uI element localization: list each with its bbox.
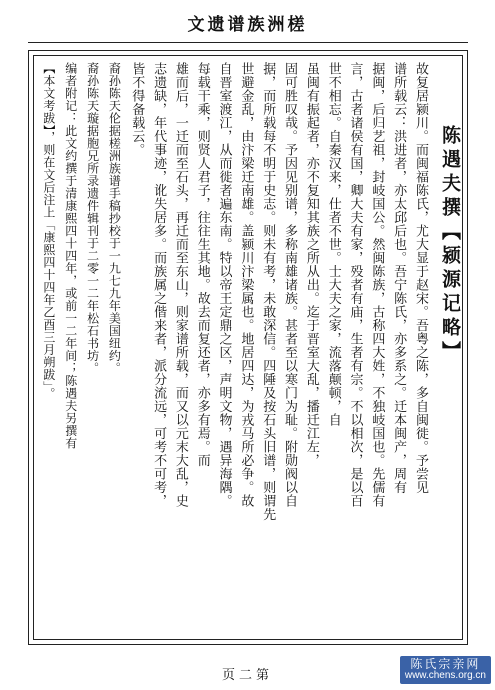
watermark-title: 陈氏宗亲网 (410, 657, 481, 671)
note-column: 裔孙陈天璇据胞兄所录遗件辑刊于二零一二年松石书坊。 (85, 62, 100, 375)
page-header-title: 文遗谱族洲槎 (187, 15, 308, 35)
site-watermark (400, 656, 491, 684)
text-column: 故复居颍川。而闽福陈氏，尤大显于赵宋。吾粤之陈，多自闽徙。予尝见 (413, 62, 428, 494)
header-rule (28, 42, 468, 43)
note-column: 裔孙陈天伦据槎洲族谱手稿抄校于一九七九年美国纽约。 (107, 62, 122, 375)
text-column: 志遗缺，年代事迹，讹失居多。而族属之偕来者，派分流远，可考不可考， (151, 62, 167, 508)
text-column: 皆不得备载云。 (129, 62, 145, 157)
text-column: 世避金乱，由汴梁迁南雄。盖颍川汴梁属也。地居四达，为戎马所必争。故 (238, 62, 254, 508)
text-column: 自晋室渡江，从而徙者遍东南。特以帝王定鼎之区，声明文物，遇异海隅。 (216, 62, 232, 508)
text-column: 谱所载云：洪进者，亦太邱后也。吾宁陈氏，亦多系之。迁本闽产，周有 (391, 62, 407, 494)
text-column: 据，而所载每不明于史志。则未有考，未敢深信。四陲及按石头旧谱，则谓先 (260, 62, 276, 521)
text-column: 言，古者诸侯有国，卿大夫有家，殁者有庙，生者有宗。不以相次，是以百 (347, 62, 363, 508)
author-name: 陈遇夫撰 (439, 125, 461, 221)
author-and-title (436, 125, 464, 520)
body-text (40, 62, 430, 632)
text-column: 据闽，后归艺祖，封岐国公。然闽陈族，古称四大姓，不独岐国也。先儒有 (369, 62, 385, 508)
text-column: 世不相忘。自秦汉来，仕者不世。士大夫之家，流落颠顿，自 (325, 62, 341, 427)
article-title: 颍源记略 (439, 245, 461, 341)
note-column: 编者附记：此文约撰于清康熙四十四年，或前一二年间；陈遇夫另撰有 (63, 62, 78, 450)
title-bracket-close: 】 (439, 341, 461, 365)
text-column: 雄而后，一迁而至石头，再迁而至东山，则家谱所载，而又以元末大乱，史 (172, 62, 188, 508)
text-column: 固可胜叹哉。予因见别谱，多称南雄诸族。甚者至以寒门为耻。附勋阀以自 (282, 62, 298, 508)
watermark-url: www.chens.org.cn (404, 670, 486, 681)
note-column: 【本文考跋】，则在文后注上「康熙四十四年乙酉三月朔跋」。 (41, 62, 56, 400)
text-column: 虽闽有振起者，亦不复知其族之所从出。迄于晋室大乱，播迁江左， (303, 62, 319, 467)
page-number: 页二第 (221, 668, 273, 683)
text-column: 每载干乘，则贤人君子，往往生其地。故去而复还者，亦多有焉。而 (194, 62, 210, 467)
title-bracket-open: 【 (439, 221, 461, 245)
